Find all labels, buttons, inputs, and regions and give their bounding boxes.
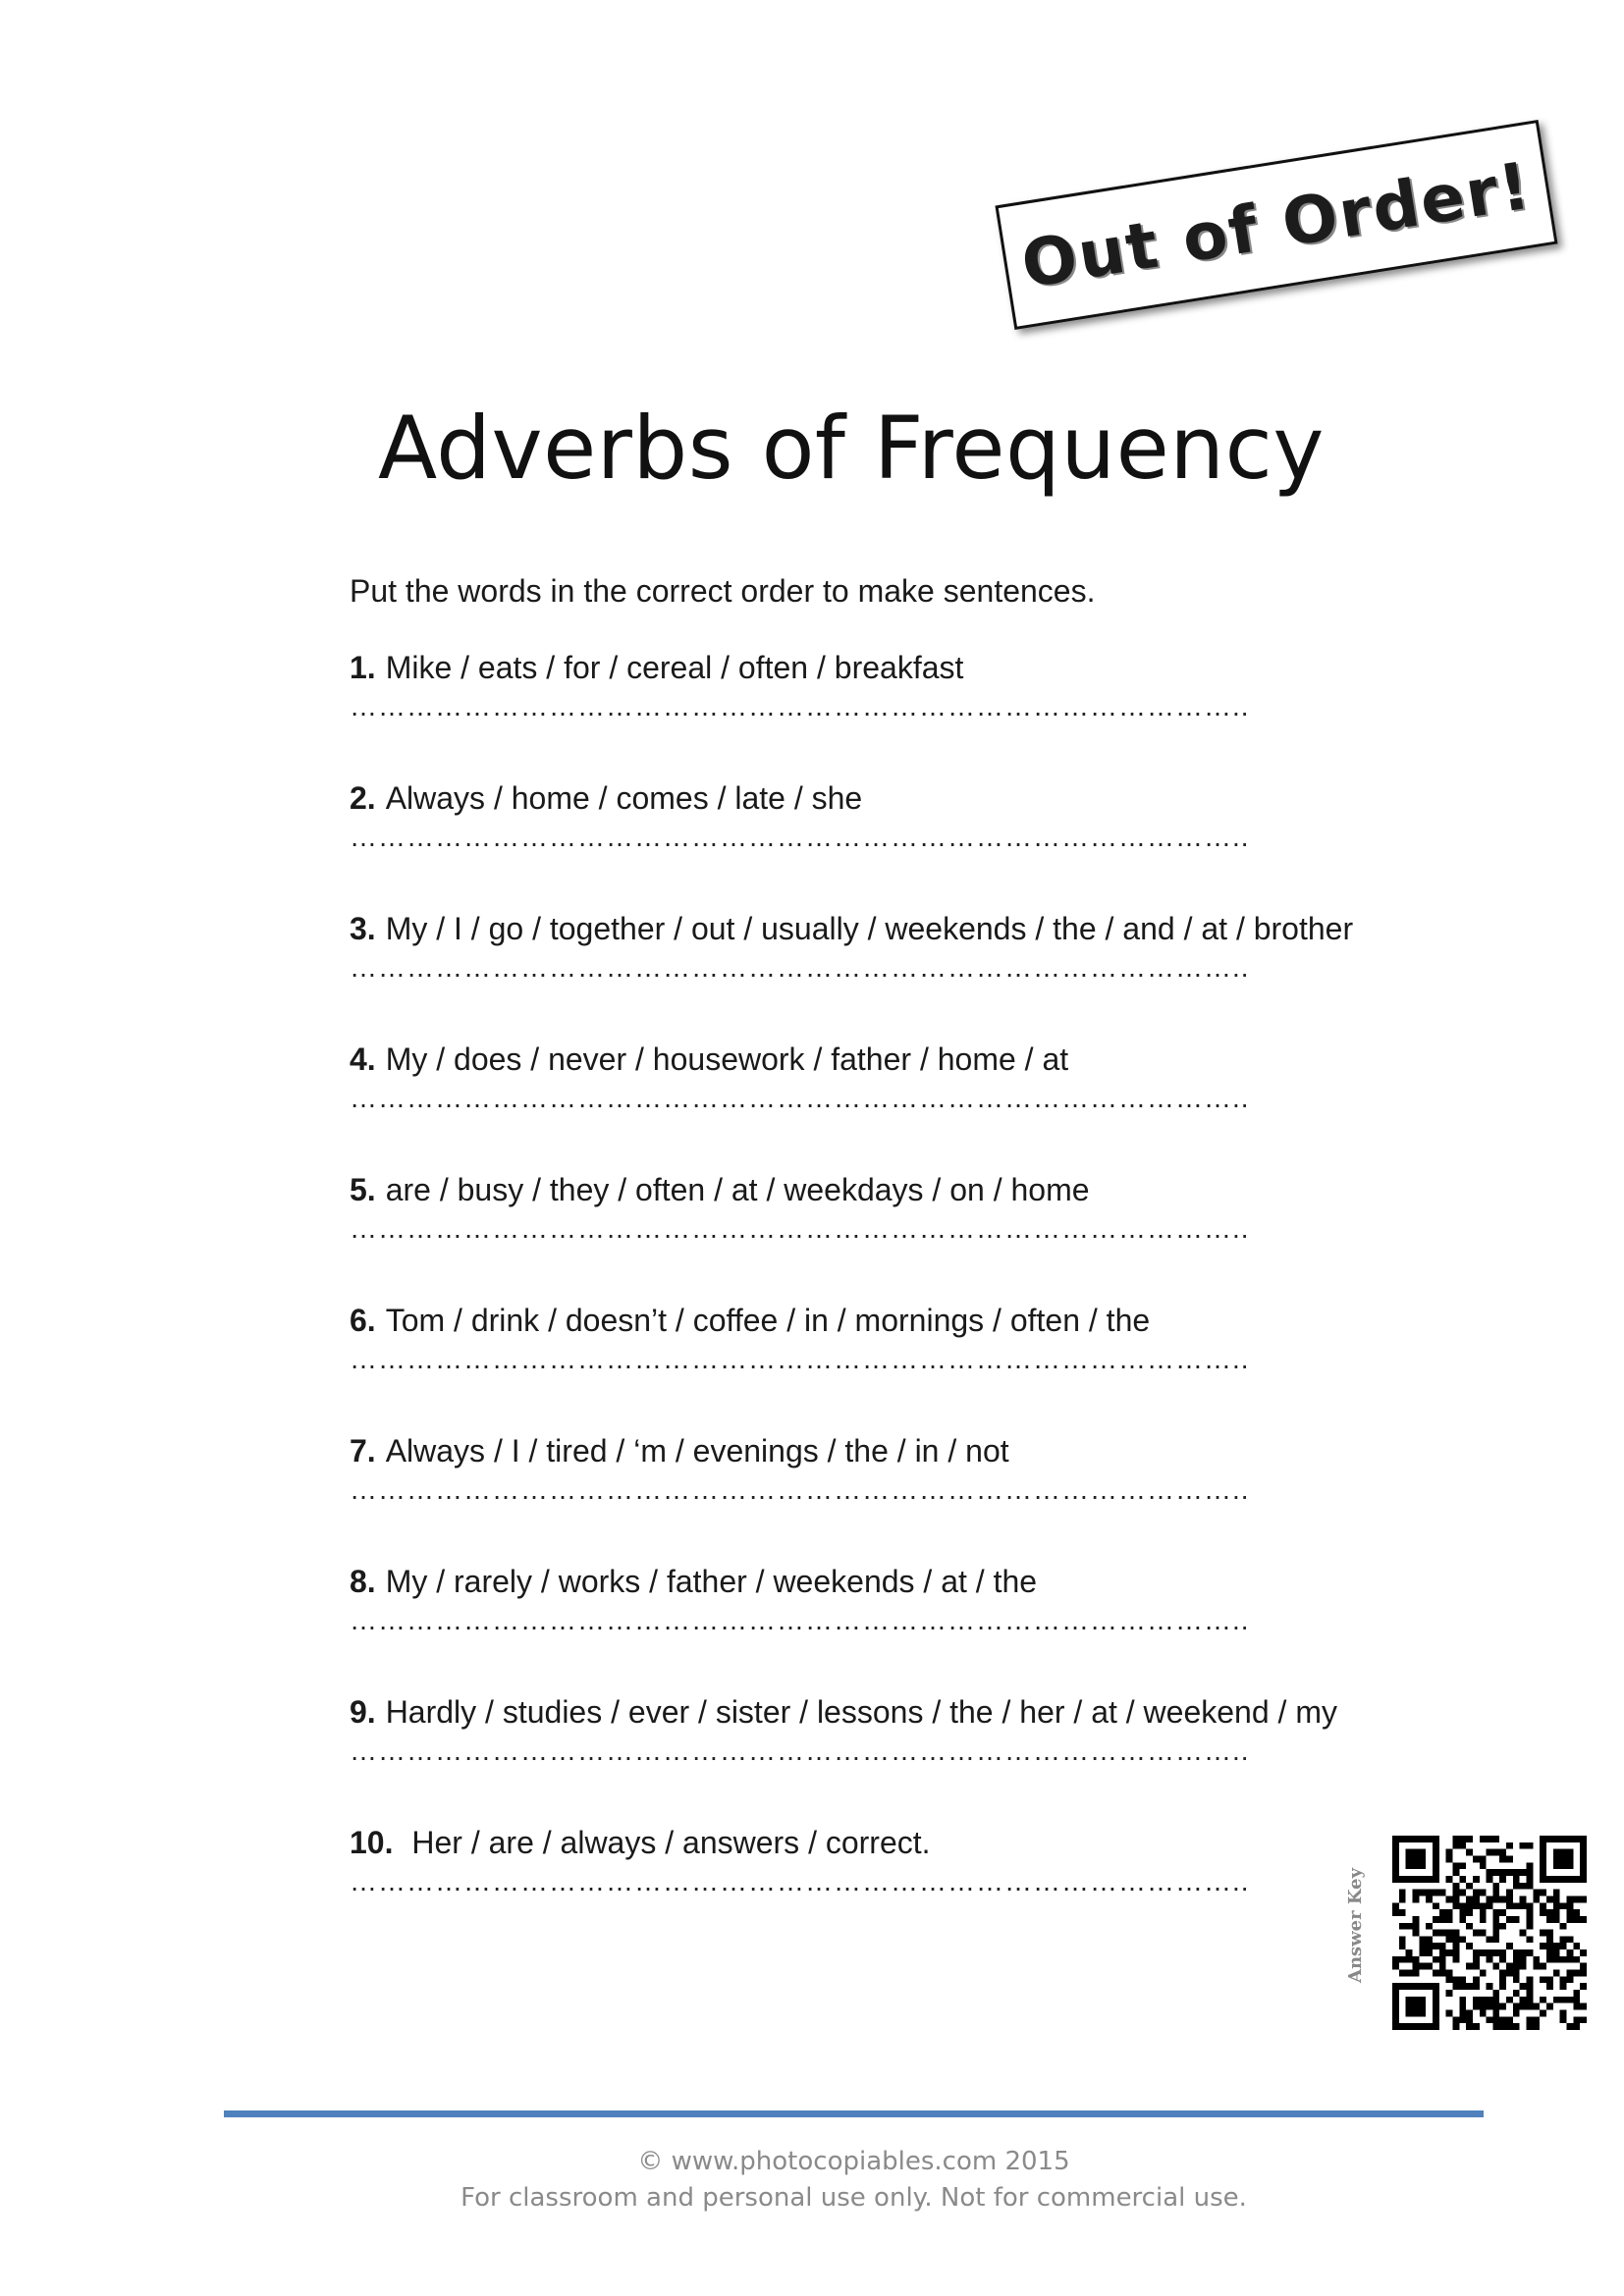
answer-line[interactable]: ………………………………………………………………………………….. (350, 952, 1250, 983)
exercise-number: 5. (350, 1172, 376, 1207)
exercise-list (350, 646, 1430, 1951)
answer-key-label: Answer Key (1345, 1867, 1366, 1983)
exercise-prompt (350, 1690, 1430, 1734)
answer-line[interactable]: ………………………………………………………………………………….. (350, 822, 1250, 852)
exercise-item (350, 1690, 1430, 1821)
out-of-order-stamp (995, 120, 1557, 330)
footer-copyright: © www.photocopiables.com 2015 (637, 2147, 1070, 2176)
exercise-prompt (350, 1821, 1430, 1864)
answer-line[interactable]: ………………………………………………………………………………….. (350, 1344, 1250, 1374)
exercise-item (350, 1038, 1430, 1168)
footer-usage: For classroom and personal use only. Not for commercial use. (460, 2183, 1247, 2213)
exercise-number: 9. (350, 1694, 376, 1730)
exercise-number: 10. (350, 1825, 394, 1860)
exercise-item (350, 1168, 1430, 1299)
exercise-item (350, 1299, 1430, 1429)
exercise-words: are / busy / they / often / at / weekdays / on / home (385, 1172, 1090, 1207)
footer-rule (224, 2110, 1484, 2117)
exercise-prompt (350, 1299, 1430, 1342)
exercise-prompt (350, 1168, 1430, 1211)
answer-line[interactable]: ………………………………………………………………………………….. (350, 1213, 1250, 1244)
exercise-number: 7. (350, 1433, 376, 1468)
exercise-prompt (350, 1038, 1430, 1081)
exercise-prompt (350, 646, 1430, 689)
answer-key-qr[interactable] (1345, 1836, 1591, 2042)
exercise-item (350, 1560, 1430, 1690)
exercise-item (350, 776, 1430, 907)
exercise-prompt (350, 907, 1430, 950)
exercise-words: Always / home / comes / late / she (385, 780, 863, 816)
exercise-item (350, 1821, 1430, 1951)
answer-line[interactable]: ………………………………………………………………………………….. (350, 691, 1250, 721)
stamp-text: Out of Order! (1016, 146, 1537, 303)
answer-line[interactable]: ………………………………………………………………………………….. (350, 1474, 1250, 1505)
exercise-words: My / I / go / together / out / usually / weekends / the / and / at / brother (385, 911, 1354, 946)
exercise-words: Mike / eats / for / cereal / often / breakfast (385, 650, 964, 685)
exercise-prompt (350, 1560, 1430, 1603)
answer-line[interactable]: ………………………………………………………………………………….. (350, 1735, 1250, 1766)
exercise-words: Tom / drink / doesn’t / coffee / in / mornings / often / the (385, 1303, 1151, 1338)
exercise-prompt (350, 776, 1430, 820)
exercise-item (350, 907, 1430, 1038)
answer-line[interactable]: ………………………………………………………………………………….. (350, 1605, 1250, 1635)
exercise-item (350, 646, 1430, 776)
answer-line[interactable]: ………………………………………………………………………………….. (350, 1866, 1250, 1896)
exercise-number: 6. (350, 1303, 376, 1338)
exercise-words: Always / I / tired / ‘m / evenings / the / in / not (385, 1433, 1009, 1468)
exercise-prompt (350, 1429, 1430, 1472)
exercise-number: 4. (350, 1041, 376, 1077)
page-title: Adverbs of Frequency (378, 398, 1325, 499)
exercise-words: Hardly / studies / ever / sister / lessons / the / her / at / weekend / my (385, 1694, 1337, 1730)
exercise-words: My / does / never / housework / father / home / at (385, 1041, 1069, 1077)
qr-code-icon (1392, 1836, 1587, 2030)
exercise-words: Her / are / always / answers / correct. (403, 1825, 931, 1860)
exercise-item (350, 1429, 1430, 1560)
exercise-number: 1. (350, 650, 376, 685)
answer-line[interactable]: ………………………………………………………………………………….. (350, 1083, 1250, 1113)
instructions: Put the words in the correct order to make sentences. (350, 573, 1096, 609)
exercise-number: 3. (350, 911, 376, 946)
exercise-words: My / rarely / works / father / weekends / at / the (385, 1564, 1038, 1599)
exercise-number: 8. (350, 1564, 376, 1599)
exercise-number: 2. (350, 780, 376, 816)
